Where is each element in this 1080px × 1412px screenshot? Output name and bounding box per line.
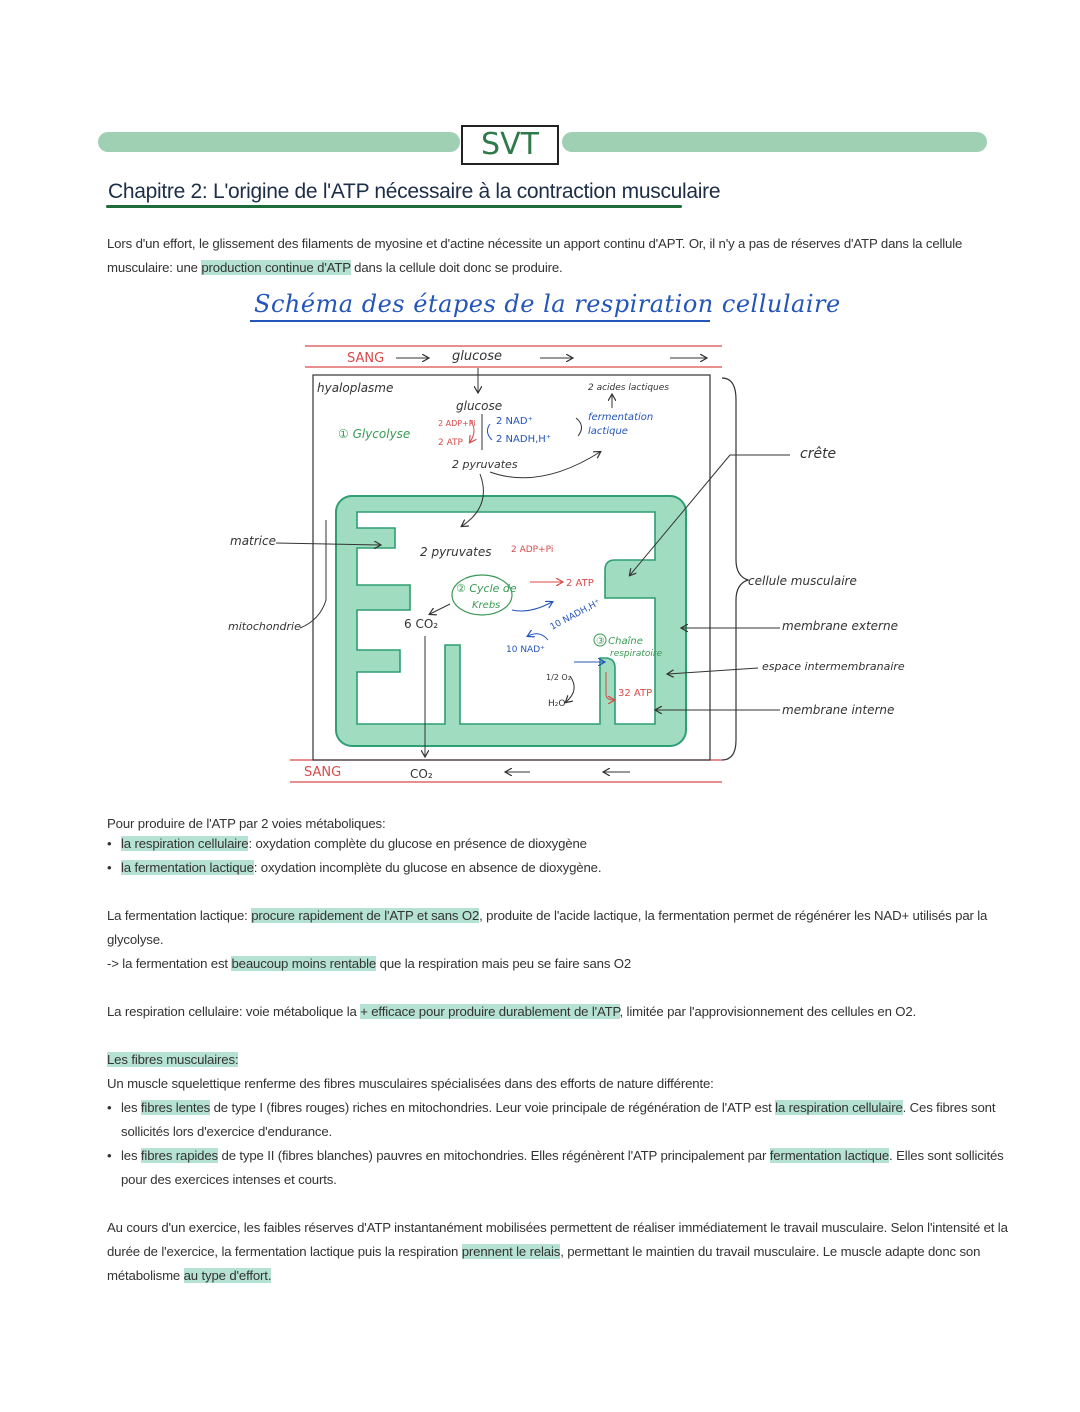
- label-fermentation: fermentation: [588, 412, 654, 423]
- label-nadh: 2 NADH,H⁺: [496, 434, 552, 445]
- label-krebs: Krebs: [472, 600, 501, 611]
- label-atp-2b: 2 ATP: [566, 578, 594, 589]
- label-acides-lactiques: 2 acides lactiques: [588, 383, 669, 393]
- voies-bullet-2: • la fermentation lactique: oxydation incomplète du glucose en absence de dioxygène.: [107, 860, 602, 875]
- voies-intro: Pour produire de l'ATP par 2 voies métaboliques:: [107, 816, 386, 831]
- fermentation-line-1: La fermentation lactique: procure rapidement de l'ATP et sans O2, produite de l'acide lactique, la fermentation permet de régénérer les NAD+ utilisés par la: [107, 908, 988, 923]
- fibres-title: Les fibres musculaires:: [107, 1052, 239, 1067]
- label-glycolyse: ① Glycolyse: [338, 427, 411, 441]
- label-atp-2: 2 ATP: [438, 438, 463, 448]
- label-pyruvates-2: 2 pyruvates: [420, 545, 492, 559]
- highlight-production-continue: production continue d'ATP: [201, 260, 351, 275]
- label-hyaloplasme: hyaloplasme: [317, 381, 394, 395]
- label-nad: 2 NAD⁺: [496, 416, 533, 427]
- label-pyruvates-1: 2 pyruvates: [452, 458, 518, 471]
- intro-line-1: Lors d'un effort, le glissement des filaments de myosine et d'actine nécessite un apport continu d'APT. Or, il n'y a pas de réserves d'ATP dans la cellule: [107, 236, 963, 251]
- label-cycle: ② Cycle de: [456, 582, 517, 595]
- label-o2: 1/2 O₂: [546, 673, 571, 682]
- schema-title-underline: [250, 320, 710, 322]
- label-cellule-musculaire: cellule musculaire: [748, 574, 857, 588]
- label-respiratoire: respiratoire: [610, 649, 663, 659]
- label-adp-pi: 2 ADP+Pi: [438, 419, 476, 428]
- label-membrane-externe: membrane externe: [782, 619, 898, 633]
- label-sang-bottom: SANG: [304, 765, 342, 780]
- chapter-title: Chapitre 2: L'origine de l'ATP nécessaire à la contraction musculaire: [108, 180, 721, 203]
- fibres-bullet-1-cont: sollicités lors d'exercice d'endurance.: [121, 1124, 333, 1139]
- label-nadh-10: 10 NADH,H⁺: [548, 597, 603, 633]
- subject-label: SVT: [481, 127, 539, 162]
- conclusion-line-1: Au cours d'un exercice, les faibles réserves d'ATP instantanément mobilisées permettent de réaliser immédiatement le travail musculaire. Selon l'intensité et la: [107, 1220, 1008, 1235]
- label-nad-10: 10 NAD⁺: [506, 645, 545, 655]
- label-glucose-in: glucose: [452, 349, 502, 364]
- label-co2-6: 6 CO₂: [404, 617, 439, 631]
- subject-box: [461, 125, 559, 165]
- header-bar-left: [98, 132, 460, 152]
- fibres-bullet-1: • les fibres lentes de type I (fibres rouges) riches en mitochondries. Leur voie principale de régénération de l'ATP est la respiration cellulaire. Ces fibres sont: [107, 1100, 996, 1115]
- header-bar-right: [562, 132, 987, 152]
- label-espace-intermembranaire: espace intermembranaire: [762, 660, 905, 673]
- label-adp-pi-2: 2 ADP+Pi: [511, 545, 554, 555]
- respiration-line: La respiration cellulaire: voie métabolique la + efficace pour produire durablement de l'ATP, limitée par l'approvisionnement des cellules en O2.: [107, 1004, 917, 1019]
- conclusion-line-2: durée de l'exercice, la fermentation lactique puis la respiration prennent le relais, permettant le maintien du travail musculaire. Le muscle adapte donc son: [107, 1244, 981, 1259]
- label-co2-out: CO₂: [410, 767, 433, 781]
- label-glucose: glucose: [456, 399, 503, 413]
- label-crete: crête: [800, 446, 837, 462]
- label-chaine: ③ Chaîne: [596, 636, 643, 647]
- respiration-diagram: [0, 330, 1080, 790]
- chapter-title-underline: [106, 205, 682, 208]
- label-mitochondrie: mitochondrie: [228, 620, 301, 633]
- fibres-intro: Un muscle squelettique renferme des fibres musculaires spécialisées dans des efforts de nature différente:: [107, 1076, 714, 1091]
- label-h2o: H₂O: [548, 699, 566, 709]
- label-matrice: matrice: [230, 534, 276, 548]
- cell-bracket: [722, 378, 748, 760]
- label-lactique: lactique: [588, 426, 628, 437]
- label-sang-top: SANG: [347, 351, 385, 366]
- voies-bullet-1: • la respiration cellulaire: oxydation complète du glucose en présence de dioxygène: [107, 836, 587, 851]
- schema-title: Schéma des étapes de la respiration cellulaire: [254, 290, 841, 318]
- intro-line-2: musculaire: une production continue d'ATP dans la cellule doit donc se produire.: [107, 260, 563, 275]
- fibres-bullet-2-cont: pour des exercices intenses et courts.: [121, 1172, 337, 1187]
- fibres-bullet-2: • les fibres rapides de type II (fibres blanches) pauvres en mitochondries. Elles régénèrent l'ATP principalement par fermentation lactique. Elles sont sollicités: [107, 1148, 1004, 1163]
- label-membrane-interne: membrane interne: [782, 703, 895, 717]
- fermentation-line-2: glycolyse.: [107, 932, 164, 947]
- label-atp-32: 32 ATP: [618, 688, 653, 699]
- conclusion-line-3: métabolisme au type d'effort.: [107, 1268, 272, 1283]
- fermentation-line-3: -> la fermentation est beaucoup moins rentable que la respiration mais peu se faire sans O2: [107, 956, 632, 971]
